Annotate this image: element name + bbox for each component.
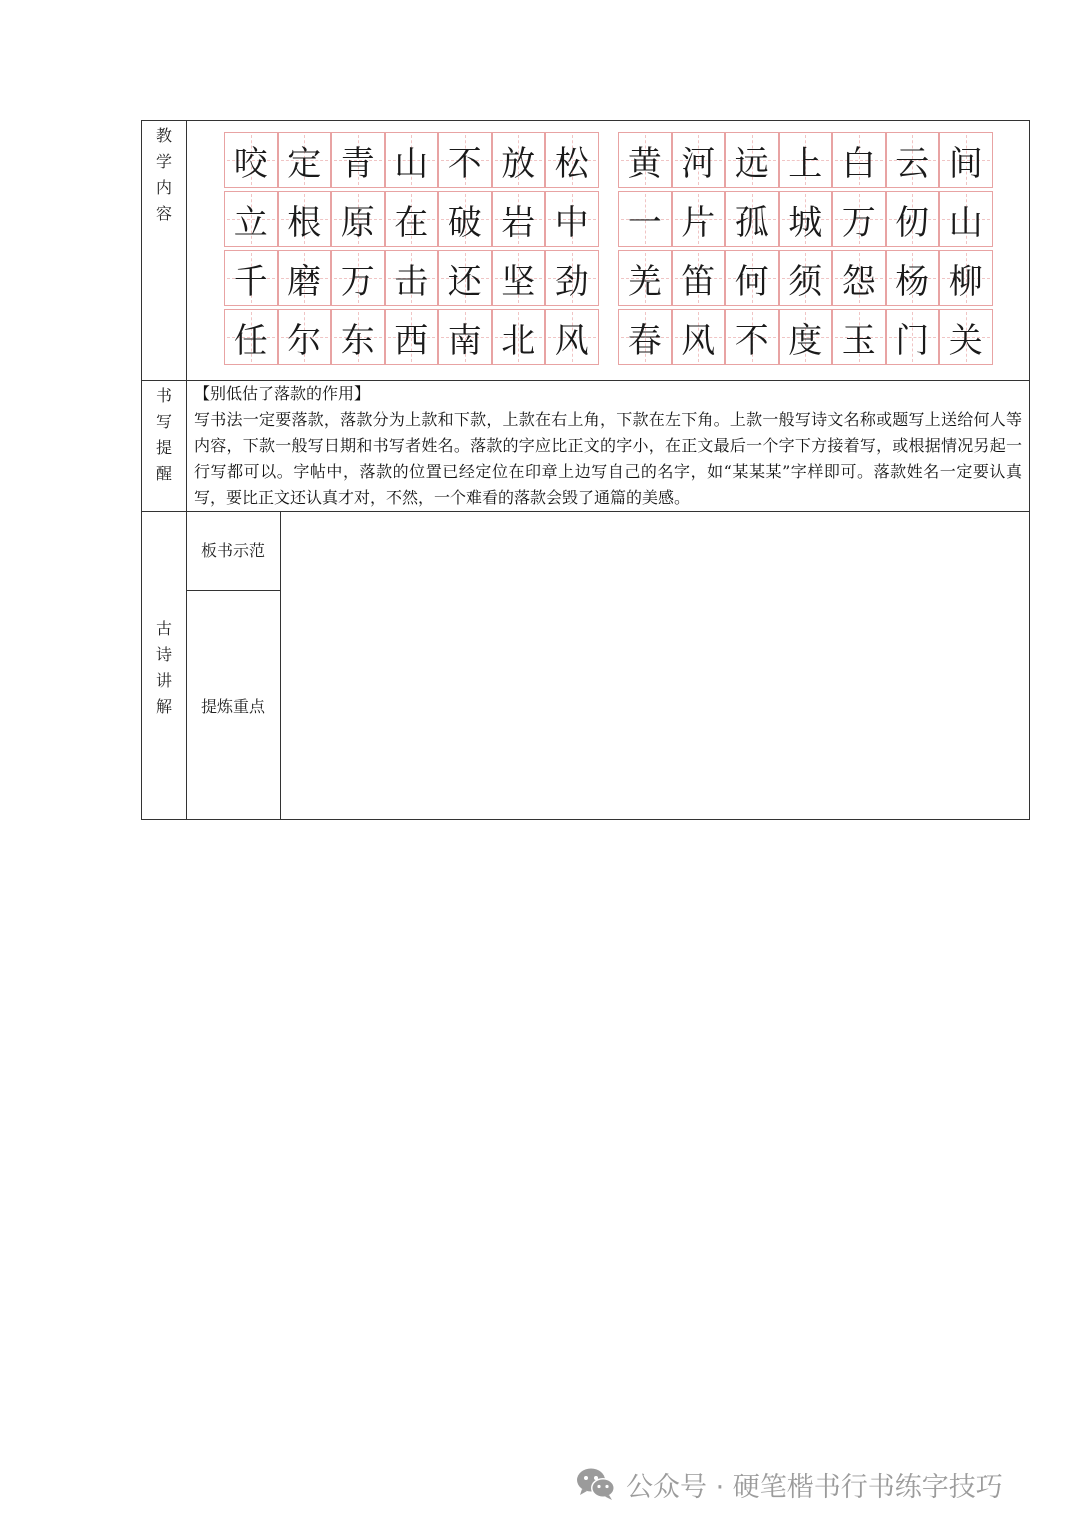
practice-char: 片 (681, 202, 716, 243)
practice-char: 柳 (948, 261, 983, 302)
tip-label-char: 提 (155, 438, 172, 457)
practice-char: 咬 (233, 143, 268, 184)
practice-char: 松 (554, 143, 589, 184)
watermark (576, 1462, 1003, 1506)
practice-char: 黄 (627, 143, 662, 184)
practice-cell (618, 309, 672, 365)
practice-cell (725, 250, 779, 306)
practice-char: 上 (788, 143, 823, 184)
practice-cell (492, 309, 546, 365)
practice-char: 任 (233, 320, 268, 361)
practice-char: 怨 (841, 261, 876, 302)
practice-cell (939, 309, 993, 365)
practice-cell (224, 132, 278, 188)
practice-cell (278, 132, 332, 188)
practice-char: 放 (501, 143, 536, 184)
practice-char: 不 (734, 320, 769, 361)
practice-char: 笛 (681, 261, 716, 302)
practice-char: 关 (948, 320, 983, 361)
practice-cell (779, 132, 833, 188)
practice-char: 南 (447, 320, 482, 361)
practice-cell (438, 309, 492, 365)
row-divider (142, 380, 1029, 381)
practice-char: 还 (447, 261, 482, 302)
teaching-content-label (142, 123, 186, 227)
practice-cell (438, 132, 492, 188)
practice-cell (545, 191, 599, 247)
practice-char: 风 (681, 320, 716, 361)
practice-char: 山 (948, 202, 983, 243)
practice-char: 山 (394, 143, 429, 184)
practice-cell (886, 132, 940, 188)
practice-char: 千 (233, 261, 268, 302)
practice-cell (779, 309, 833, 365)
practice-cell (385, 191, 439, 247)
practice-cell (224, 309, 278, 365)
practice-cell (438, 250, 492, 306)
poem-label-char: 诗 (155, 645, 172, 664)
practice-char: 不 (447, 143, 482, 184)
practice-cell (545, 132, 599, 188)
practice-cell (725, 309, 779, 365)
practice-cell (779, 191, 833, 247)
copybook-grid-right (618, 132, 993, 368)
board-demo-label: 板书示范 (200, 541, 265, 560)
practice-cell (278, 309, 332, 365)
practice-char: 万 (340, 261, 375, 302)
practice-cell (618, 191, 672, 247)
practice-char: 白 (841, 143, 876, 184)
writing-tip-title: 【别低估了落款的作用】 (194, 384, 371, 403)
practice-char: 风 (554, 320, 589, 361)
practice-cell (385, 132, 439, 188)
practice-char: 尔 (287, 320, 322, 361)
copybook-grid-left (224, 132, 599, 368)
practice-cell (832, 191, 886, 247)
practice-cell (672, 250, 726, 306)
practice-cell (278, 250, 332, 306)
practice-char: 孤 (734, 202, 769, 243)
practice-cell (672, 132, 726, 188)
practice-char: 云 (895, 143, 930, 184)
practice-char: 须 (788, 261, 823, 302)
teaching-label-char: 教 (155, 126, 172, 145)
practice-cell (832, 309, 886, 365)
practice-cell (939, 250, 993, 306)
practice-char: 击 (394, 261, 429, 302)
practice-char: 春 (627, 320, 662, 361)
watermark-text: 公众号 · 硬笔楷书行书练字技巧 (626, 1471, 1003, 1503)
practice-cell (886, 191, 940, 247)
practice-cell (832, 250, 886, 306)
practice-char: 西 (394, 320, 429, 361)
practice-cell (492, 191, 546, 247)
tip-label-char: 醒 (155, 464, 172, 483)
practice-char: 定 (287, 143, 322, 184)
practice-cell (725, 132, 779, 188)
row-divider (186, 590, 280, 591)
practice-cell (618, 132, 672, 188)
practice-cell (438, 191, 492, 247)
practice-char: 仞 (895, 202, 930, 243)
practice-cell (331, 191, 385, 247)
practice-char: 何 (734, 261, 769, 302)
practice-char: 坚 (501, 261, 536, 302)
practice-cell (224, 250, 278, 306)
practice-char: 东 (340, 320, 375, 361)
practice-cell (492, 250, 546, 306)
practice-cell (545, 309, 599, 365)
practice-char: 北 (501, 320, 536, 361)
practice-char: 门 (895, 320, 930, 361)
writing-tip-label (142, 383, 186, 487)
practice-cell (672, 309, 726, 365)
practice-cell (385, 309, 439, 365)
practice-cell (672, 191, 726, 247)
practice-char: 度 (788, 320, 823, 361)
practice-char: 万 (841, 202, 876, 243)
poem-label-char: 古 (155, 619, 172, 638)
practice-char: 一 (627, 202, 662, 243)
tip-label-char: 写 (155, 412, 172, 431)
practice-cell (385, 250, 439, 306)
poem-label-char: 解 (155, 697, 172, 716)
practice-char: 间 (948, 143, 983, 184)
practice-cell (331, 132, 385, 188)
practice-cell (779, 250, 833, 306)
practice-char: 在 (394, 202, 429, 243)
practice-cell (886, 309, 940, 365)
practice-char: 磨 (287, 261, 322, 302)
practice-char: 羌 (627, 261, 662, 302)
practice-char: 玉 (841, 320, 876, 361)
practice-char: 青 (340, 143, 375, 184)
poem-explain-content-area (281, 512, 1029, 819)
practice-char: 原 (340, 202, 375, 243)
practice-cell (886, 250, 940, 306)
practice-cell (939, 132, 993, 188)
poem-label-char: 讲 (155, 671, 172, 690)
practice-char: 立 (233, 202, 268, 243)
practice-cell (278, 191, 332, 247)
practice-cell (832, 132, 886, 188)
practice-char: 岩 (501, 202, 536, 243)
practice-cell (545, 250, 599, 306)
key-points-label: 提炼重点 (200, 697, 265, 716)
teaching-label-char: 学 (155, 152, 172, 171)
practice-char: 远 (734, 143, 769, 184)
practice-char: 劲 (554, 261, 589, 302)
teaching-label-char: 内 (155, 178, 172, 197)
practice-char: 城 (788, 202, 823, 243)
lesson-table (141, 120, 1030, 820)
teaching-label-char: 容 (155, 204, 172, 223)
practice-char: 中 (554, 202, 589, 243)
practice-cell (492, 132, 546, 188)
practice-char: 根 (287, 202, 322, 243)
writing-tip-body: 写书法一定要落款，落款分为上款和下款，上款在右上角，下款在左下角。上款一般写诗文名称或题写上送给何人等内容，下款一般写日期和书写者姓名。落款的字应比正文的字小，在正文最后一个字下方接着写，或根据情况另起一行写都可以。字帖中，落款的位置已经定位在印章上边写自己的名字，如“某某某”字样即可。落款姓名一定要认真写，要比正文还认真才对，不然，一个难看的落款会毁了通篇的美感。 (194, 410, 1022, 507)
practice-cell (331, 250, 385, 306)
practice-cell (618, 250, 672, 306)
practice-char: 河 (681, 143, 716, 184)
poem-explain-label (142, 616, 186, 720)
practice-cell (331, 309, 385, 365)
practice-cell (224, 191, 278, 247)
wechat-icon (576, 1467, 616, 1501)
practice-char: 杨 (895, 261, 930, 302)
tip-label-char: 书 (155, 386, 172, 405)
practice-cell (939, 191, 993, 247)
practice-char: 破 (447, 202, 482, 243)
practice-cell (725, 191, 779, 247)
